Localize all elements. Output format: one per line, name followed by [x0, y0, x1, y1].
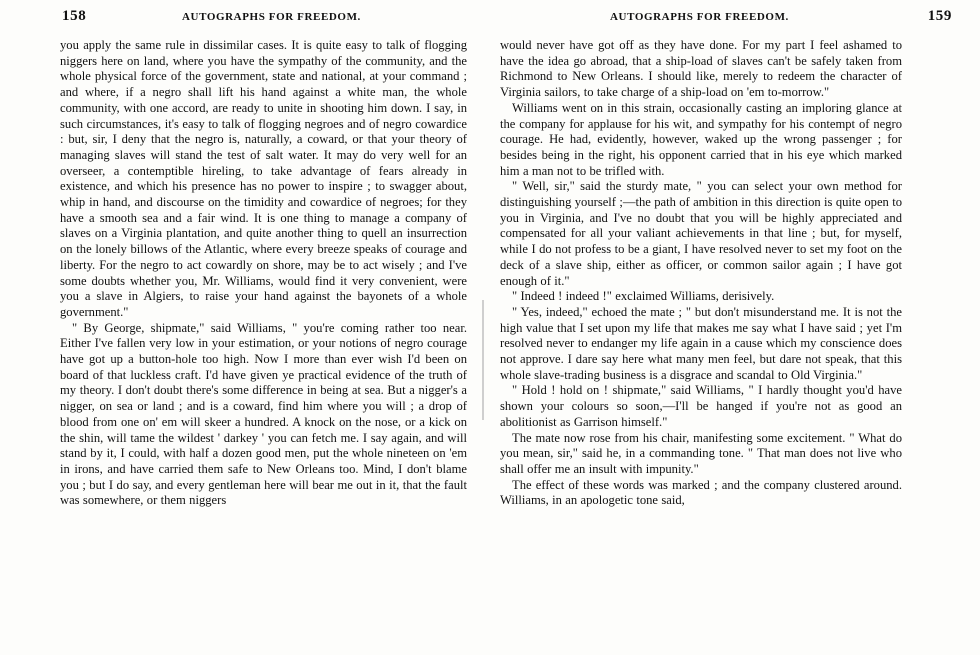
paragraph: Williams went on in this strain, occasionally casting an imploring glance at the company for applause for his wit, and sympathy for his contempt of negro courage. He had, evidently, however, waked up the wrong passenger ; for besides being in the right, his opponent carried that in his eye which marked him a man not to be trifled with.	[500, 100, 902, 178]
paragraph: " Indeed ! indeed !" exclaimed Williams, derisively.	[512, 289, 775, 304]
left-page-header	[62, 10, 470, 28]
right-page-body	[500, 38, 902, 509]
page-number: 159	[927, 8, 952, 24]
page-number: 158	[62, 8, 87, 24]
paragraph: " Well, sir," said the sturdy mate, " you can select your own method for distinguishing yourself ;—the path of ambition in this direction is quite open to you in Virginia, and I've no doubt that you will be highly appreciated and compensated for all your valiant achievements in that line ; but, for myself, while I do not profess to be a giant, I have resolved never to set my foot on the deck of a slave ship, either as officer, or common sailor again ; I have got enough of it."	[500, 179, 902, 288]
paragraph: " Yes, indeed," echoed the mate ; " but don't misunderstand me. It is not the high value that I set upon my life that makes me say what I have said ; yet I'm resolved never to endanger my life again in a cause which my conscience does not approve. I dare say here what many men feel, but dare not speak, that this whole slave-trading business is a disgrace and scandal to Old Virginia."	[500, 304, 902, 382]
paragraph: would never have got off as they have done. For my part I feel ashamed to have the idea go abroad, that a ship-load of slaves can't be safely taken from Richmond to New Orleans. I should like, merely to redeem the character of Virginia sailors, to take charge of a ship-load on 'em to-morrow."	[500, 38, 902, 100]
left-page-body	[60, 38, 467, 509]
right-page	[490, 0, 980, 655]
gutter-line	[482, 300, 484, 420]
paragraph: " Hold ! hold on ! shipmate," said Williams, " I hardly thought you'd have shown your colours so soon,—I'll be hanged if you're not as good an abolitionist as Garrison himself."	[500, 383, 902, 429]
running-head: AUTOGRAPHS FOR FREEDOM.	[610, 11, 789, 23]
running-head: AUTOGRAPHS FOR FREEDOM.	[182, 11, 361, 23]
paragraph: you apply the same rule in dissimilar cases. It is quite easy to talk of flogging niggers here on land, where you have the sympathy of the community, and the whole physical force of the government, state and national, at your command ; and where, if a negro shall lift his hand against a white man, the whole community, with one accord, are ready to unite in shooting him down. I say, in such circumstances, it's easy to talk of flogging negroes and of negro cowardice : but, sir, I deny that the negro is, naturally, a coward, or that your theory of managing slaves will stand the test of salt water. It may do very well for an overseer, a contemptible hireling, to take advantage of fears already in existence, and which his presence has no power to inspire ; to swagger about, whip in hand, and discourse on the timidity and cowardice of negroes; for they have a smooth sea and a fair wind. It is one thing to manage a company of slaves on a Virginia plantation, and quite another thing to quell an insurrection on the lonely billows of the Atlantic, where every breeze speaks of courage and liberty. For the negro to act cowardly on shore, may be to act wisely ; and I've some doubts whether you, Mr. Williams, would find it very convenient, were you a slave in Algiers, to raise your hand against the bayonets of a whole government."	[60, 38, 467, 319]
paragraph: " By George, shipmate," said Williams, " you're coming rather too near. Either I've fallen very low in your estimation, or your notions of negro courage have got up a button-hole too high. Now I more than ever wish I'd been on board of that luckless craft. I'd have given ye practical evidence of the truth of my theory. I don't doubt there's some difference in being at sea. But a nigger's a nigger, on sea or land ; and is a coward, find him where you will ; a drop of blood from one on' em will skeer a hundred. A knock on the nose, or a kick on the shin, will tame the wildest ' darkey ' you can fetch me. I say again, and will stand by it, I could, with half a dozen good men, put the whole nineteen on 'em in irons, and have carried them safe to New Orleans too. Mind, I don't blame you ; but I do say, and every gentleman here will bear me out in it, that the fault was somewhere, or them niggers	[60, 320, 467, 508]
paragraph: The effect of these words was marked ; and the company clustered around. Williams, in an apologetic tone said,	[500, 477, 902, 508]
right-page-header	[498, 8, 952, 28]
paragraph: The mate now rose from his chair, manifesting some excitement. " What do you mean, sir," said he, in a commanding tone. " That man does not live who shall offer me an insult with impunity."	[500, 430, 902, 476]
